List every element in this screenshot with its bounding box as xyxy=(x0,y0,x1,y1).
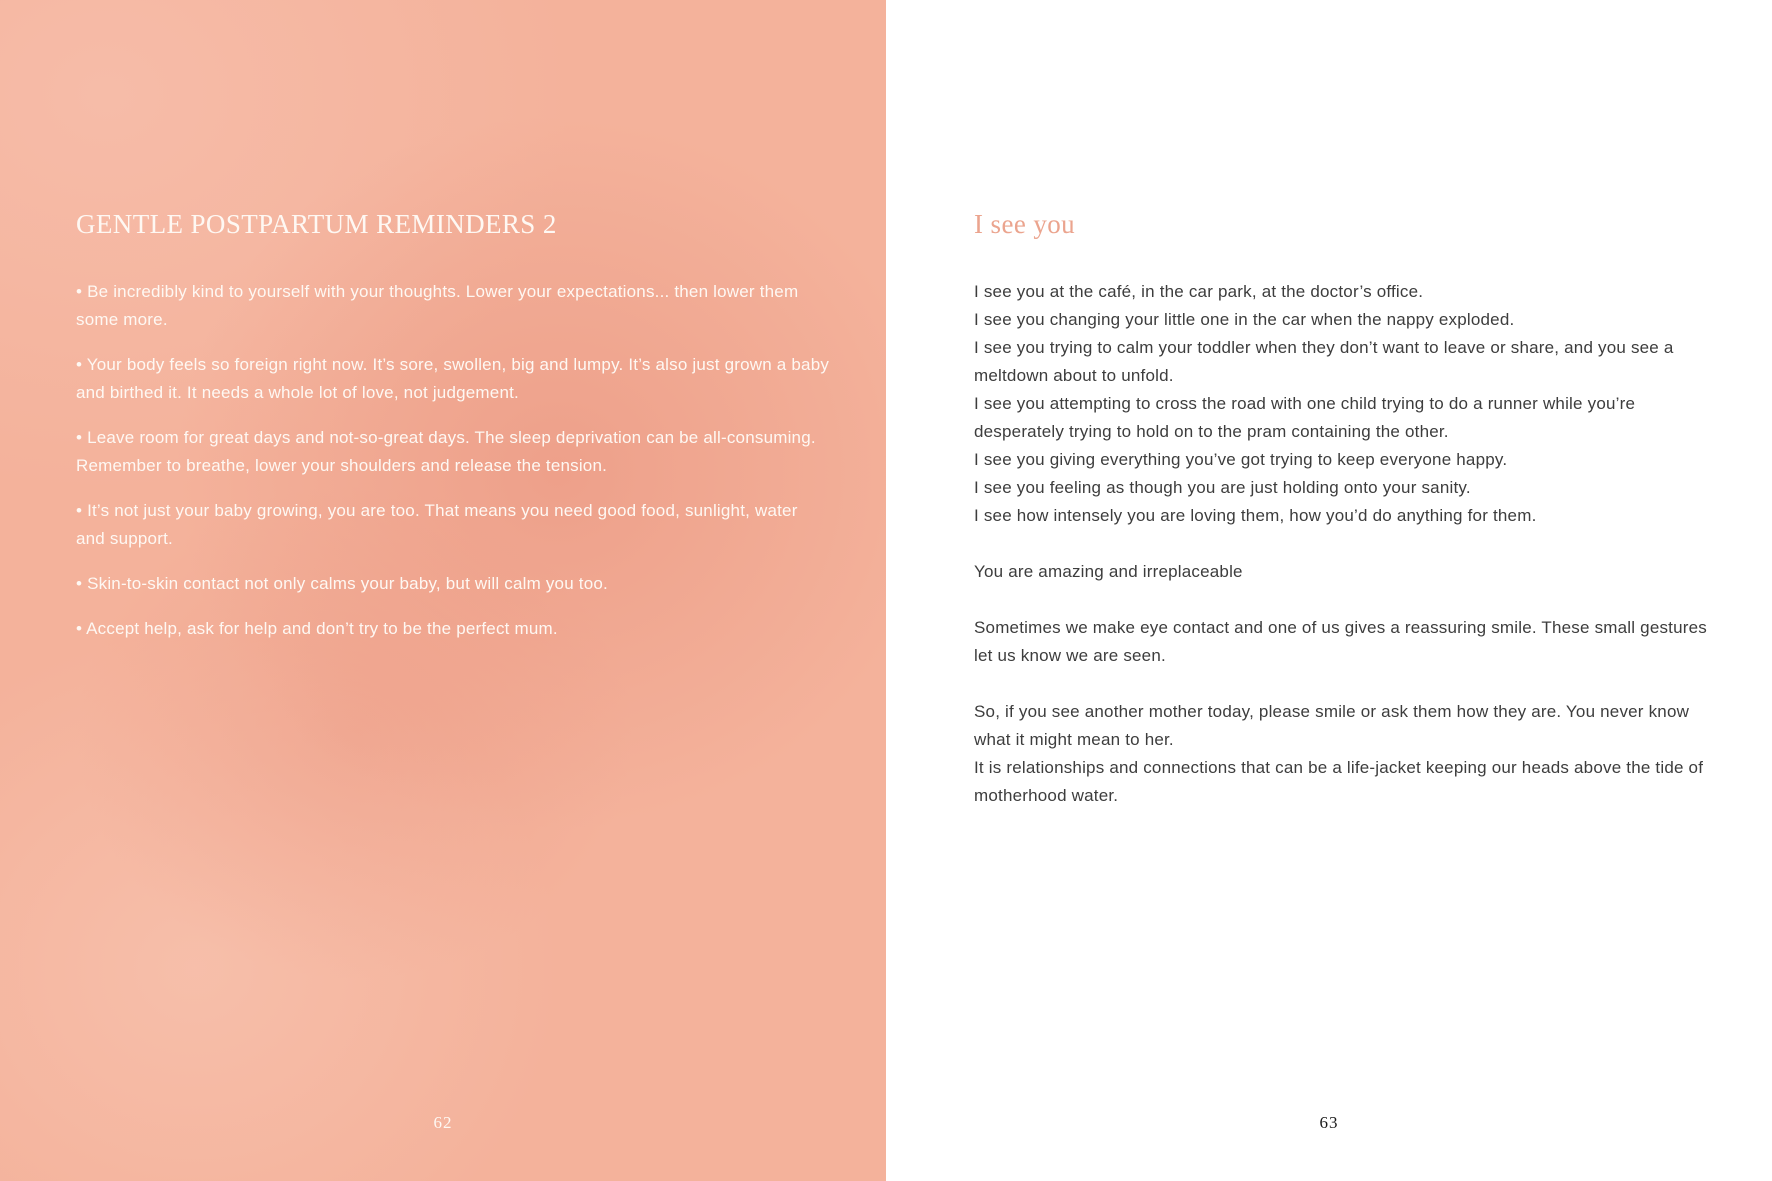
left-page-title: GENTLE POSTPARTUM REMINDERS 2 xyxy=(76,209,557,239)
reminder-list xyxy=(76,278,831,643)
i-see-you-line: I see you changing your little one in the car when the nappy exploded. xyxy=(974,310,1515,329)
i-see-you-line: I see you feeling as though you are just holding onto your sanity. xyxy=(974,478,1471,497)
reminder-item: • Skin-to-skin contact not only calms your baby, but will calm you too. xyxy=(76,574,608,593)
i-see-you-line: I see you at the café, in the car park, at the doctor’s office. xyxy=(974,282,1424,301)
left-page-content xyxy=(0,0,886,643)
right-page xyxy=(886,0,1772,1181)
reminder-item: • Leave room for great days and not-so-great days. The sleep deprivation can be all-consuming. Remember to breathe, lower your shoulders and release the tension. xyxy=(76,428,816,475)
right-page-content xyxy=(886,0,1772,810)
affirmation-text: You are amazing and irreplaceable xyxy=(974,562,1243,581)
page-number-left: 62 xyxy=(433,1113,453,1132)
i-see-you-line: I see you attempting to cross the road with one child trying to do a runner while you’re desperately trying to hold on to the pram containing the other. xyxy=(974,394,1636,441)
i-see-you-line: I see you giving everything you’ve got trying to keep everyone happy. xyxy=(974,450,1508,469)
reminder-item: • It’s not just your baby growing, you are too. That means you need good food, sunlight, water and support. xyxy=(76,501,798,548)
right-page-title: I see you xyxy=(974,209,1076,239)
closing-line: It is relationships and connections that can be a life-jacket keeping our heads above the tide of motherhood water. xyxy=(974,758,1704,805)
closing-line: So, if you see another mother today, please smile or ask them how they are. You never know what it might mean to her. xyxy=(974,702,1690,749)
reminder-item: • Accept help, ask for help and don’t try to be the perfect mum. xyxy=(76,619,558,638)
page-number-right: 63 xyxy=(1319,1113,1339,1132)
reminder-item: • Your body feels so foreign right now. It’s sore, swollen, big and lumpy. It’s also just grown a baby and birthed it. It needs a whole lot of love, not judgement. xyxy=(76,355,830,402)
i-see-you-line: I see you trying to calm your toddler when they don’t want to leave or share, and you see a meltdown about to unfold. xyxy=(974,338,1674,385)
closing-lines xyxy=(974,698,1714,810)
reminder-item: • Be incredibly kind to yourself with your thoughts. Lower your expectations... then lower them some more. xyxy=(76,282,799,329)
i-see-you-lines xyxy=(974,278,1714,530)
i-see-you-line: I see how intensely you are loving them, how you’d do anything for them. xyxy=(974,506,1537,525)
eye-contact-paragraph: Sometimes we make eye contact and one of us gives a reassuring smile. These small gestures let us know we are seen. xyxy=(974,618,1707,665)
